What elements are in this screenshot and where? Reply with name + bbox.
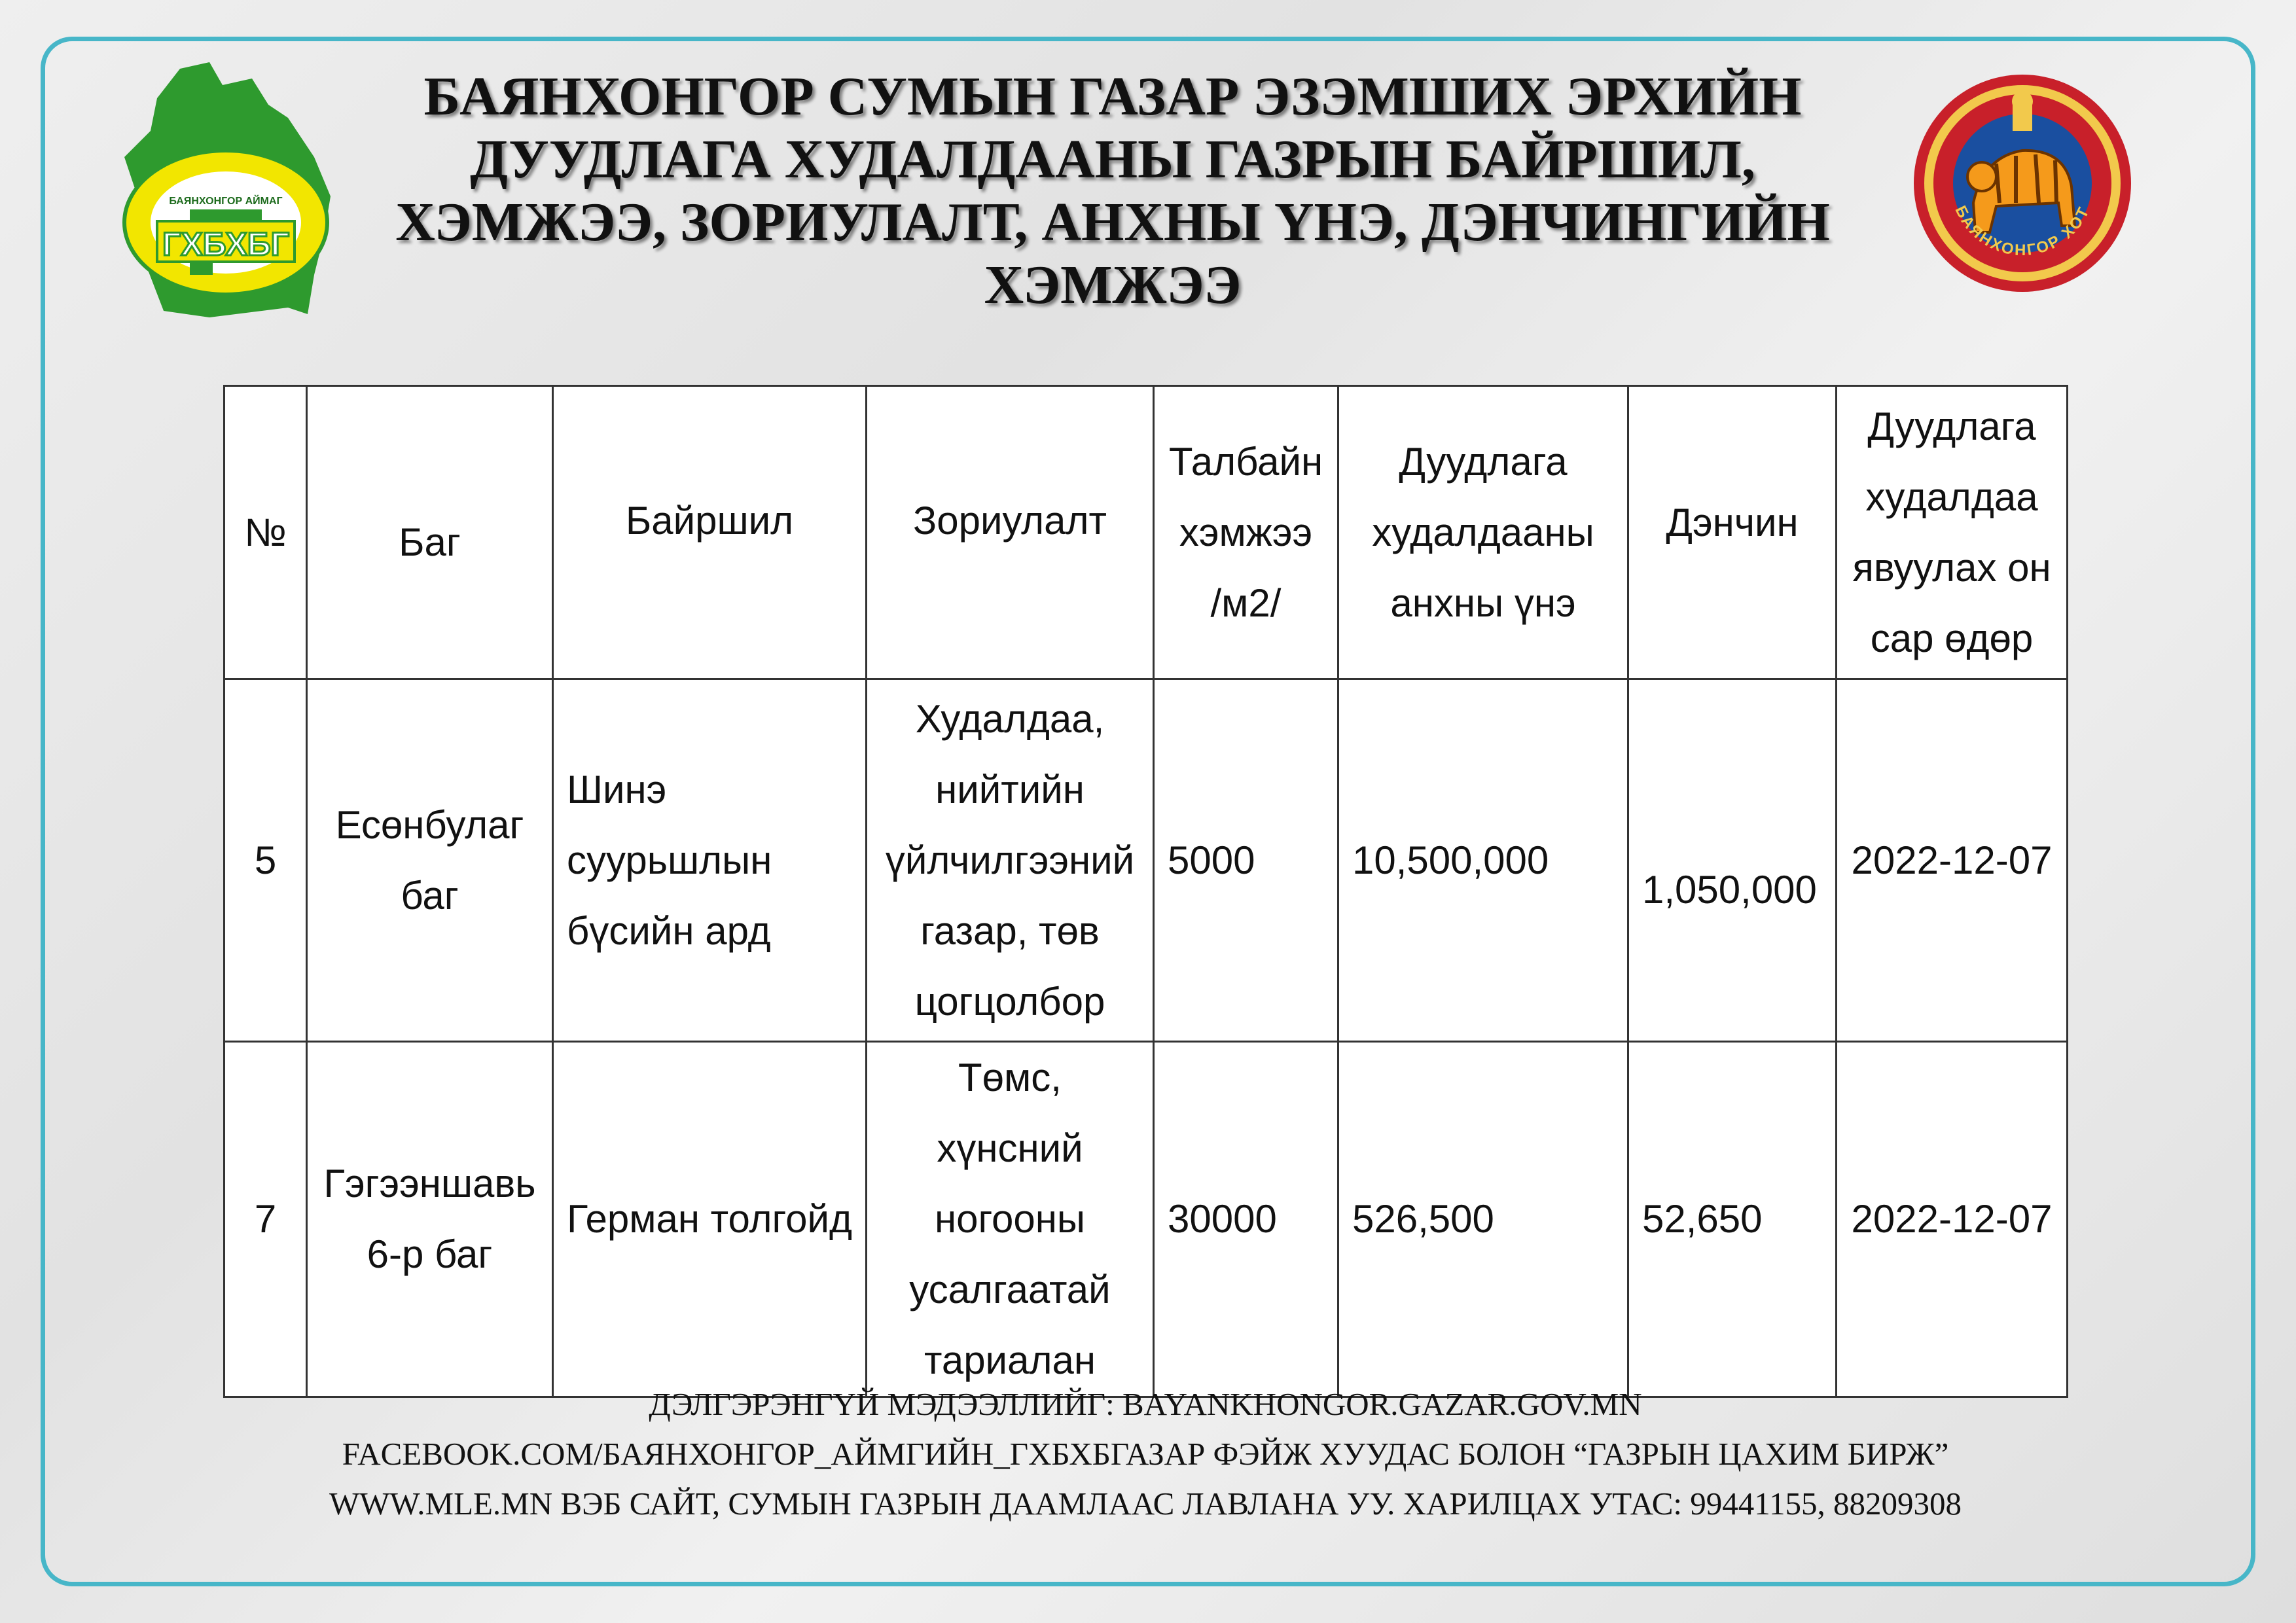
row-deposit: 52,650 [1628, 1042, 1837, 1397]
left-logo-initials: ГХБХБГ [162, 226, 290, 262]
row-price: 526,500 [1338, 1042, 1628, 1397]
row-bag-line: Есөнбулаг [335, 802, 524, 847]
row-location [553, 679, 867, 1042]
row-bag-line: Гэгээншавь [323, 1162, 536, 1205]
row-purpose [867, 1042, 1154, 1397]
header-area-line: хэмжээ [1179, 510, 1313, 554]
row-purpose-line: Төмс, хүнсний [937, 1056, 1083, 1170]
header-date-line: Дуудлага [1867, 404, 2036, 448]
row-bag [307, 1042, 553, 1397]
table-header-row [224, 386, 2068, 679]
row-bag [307, 679, 553, 1042]
row-purpose-line: нийтийн [935, 767, 1085, 812]
row-bag-line: 6-р баг [367, 1232, 493, 1276]
row-purpose-line: Худалдаа, [915, 696, 1105, 741]
header-location [553, 386, 867, 679]
header-price-line: Дуудлага [1399, 439, 1568, 484]
row-location-line: бүсийн ард [567, 908, 771, 953]
header-price-line: худалдааны [1372, 510, 1594, 554]
row-purpose-line: цогцолбор [914, 979, 1105, 1024]
header-no: № [224, 386, 307, 679]
table-row [224, 1042, 2068, 1397]
header-area-line: /м2/ [1210, 580, 1282, 625]
row-no: 7 [224, 1042, 307, 1397]
row-price: 10,500,000 [1338, 679, 1628, 1042]
header-deposit-label: Дэнчин [1666, 500, 1799, 544]
row-purpose [867, 679, 1154, 1042]
header-location-label: Байршил [625, 499, 794, 543]
header-deposit [1628, 386, 1837, 679]
row-location-line: Герман толгойд [567, 1197, 852, 1241]
title-line-4: ХЭМЖЭЭ [984, 255, 1242, 315]
row-location-line: Шинэ суурьшлын [567, 767, 772, 882]
footer-website-line: ДЭЛГЭРЭНГҮЙ МЭДЭЭЛЛИЙГ: BAYANKHONGOR.GAZAR.GOV.MN [649, 1386, 1642, 1422]
header-area-line: Талбайн [1168, 439, 1323, 484]
title-line-3: ХЭМЖЭЭ, ЗОРИУЛАЛТ, АНХНЫ ҮНЭ, ДЭНЧИНГИЙН [395, 192, 1830, 253]
left-logo-caption: БАЯНХОНГОР АЙМАГ [169, 196, 283, 207]
right-logo-caption: БАЯНХОНГОР ХОТ [1951, 203, 2094, 260]
row-date: 2022-12-07 [1837, 1042, 2068, 1397]
page-title [353, 65, 1872, 317]
row-deposit-value: 1,050,000 [1642, 867, 1817, 912]
header-price [1338, 386, 1628, 679]
header-date-line: худалдаа [1865, 474, 2038, 519]
row-purpose-line: ногооны [934, 1197, 1086, 1241]
header-date [1837, 386, 2068, 679]
row-date: 2022-12-07 [1837, 679, 2068, 1042]
row-area: 5000 [1154, 679, 1338, 1042]
header-purpose-label: Зориулалт [912, 499, 1107, 543]
header-date-line: сар өдөр [1870, 616, 2034, 660]
row-deposit [1628, 679, 1837, 1042]
title-line-1: БАЯНХОНГОР СУМЫН ГАЗАР ЭЗЭМШИХ ЭРХИЙН [423, 66, 1802, 127]
land-auction-table [223, 385, 2068, 1398]
row-purpose-line: үйлчилгээний [885, 838, 1135, 882]
row-purpose-line: газар, төв [920, 908, 1100, 953]
city-emblem-logo [1911, 72, 2134, 294]
header-purpose [867, 386, 1154, 679]
footer-contact-line: WWW.MLE.MN ВЭБ САЙТ, СУМЫН ГАЗРЫН ДААМЛААС ЛАВЛАНА УУ. ХАРИЛЦАХ УТАС: 99441155, 88209308 [329, 1486, 1962, 1522]
row-purpose-line: усалгаатай [909, 1268, 1111, 1311]
title-line-2: ДУУДЛАГА ХУДАЛДААНЫ ГАЗРЫН БАЙРШИЛ, [470, 129, 1755, 190]
contact-footer [105, 1380, 2186, 1529]
header-area [1154, 386, 1338, 679]
header-bag-label: Баг [399, 520, 461, 564]
row-area: 30000 [1154, 1042, 1338, 1397]
header-date-line: явуулах он [1852, 545, 2051, 590]
row-bag-line: баг [401, 873, 459, 918]
header-price-line: анхны үнэ [1390, 580, 1576, 625]
footer-facebook-line: FACEBOOK.COM/БАЯНХОНГОР_АЙМГИЙН_ГХБХБГАЗАР ФЭЙЖ ХУУДАС БОЛОН “ГАЗРЫН ЦАХИМ БИРЖ” [342, 1436, 1949, 1472]
land-agency-logo [118, 59, 334, 321]
row-location [553, 1042, 867, 1397]
row-purpose-line: тариалан [924, 1338, 1096, 1382]
header-bag [307, 386, 553, 679]
row-no: 5 [224, 679, 307, 1042]
table-row [224, 679, 2068, 1042]
